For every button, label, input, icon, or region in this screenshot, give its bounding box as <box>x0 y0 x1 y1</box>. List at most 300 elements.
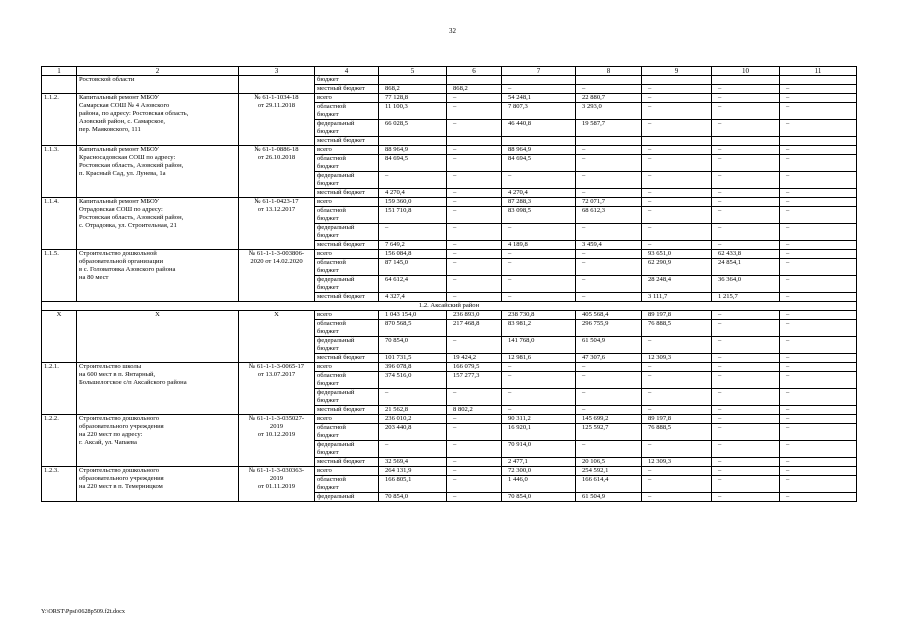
value-cell: – <box>642 493 712 502</box>
value-cell: 61 504,9 <box>576 337 642 354</box>
value-cell: – <box>780 189 857 198</box>
funding-source-line: федеральный <box>317 389 355 397</box>
value-cell: – <box>447 424 502 441</box>
value-cell: – <box>712 441 780 458</box>
document-ref-line: № 61-1-0886-18 <box>254 146 299 154</box>
funding-source <box>315 198 379 207</box>
funding-source-line: бюджет <box>317 328 339 336</box>
file-path-footer: Y:\ORST\Ppsi\0628p509.f2t.docx <box>41 608 125 615</box>
value-cell: – <box>502 363 576 372</box>
value-cell: 70 854,0 <box>502 493 576 502</box>
value-cell: – <box>502 224 576 241</box>
item-number: 1.2.2. <box>42 415 77 467</box>
document-ref <box>239 363 315 415</box>
item-name-line: образовательного учреждения <box>79 423 164 431</box>
item-name-line: Ростовской области <box>79 76 135 84</box>
value-cell: – <box>447 259 502 276</box>
value-cell: 36 364,0 <box>712 276 780 293</box>
value-cell: – <box>780 320 857 337</box>
value-cell: 89 197,8 <box>642 415 712 424</box>
value-cell: – <box>712 198 780 207</box>
value-cell: 47 307,6 <box>576 354 642 363</box>
funding-source-line: местный бюджет <box>317 189 365 197</box>
value-cell: 3 111,7 <box>642 293 712 302</box>
item-name-line: района, по адресу: Ростовская область, <box>79 110 189 118</box>
value-cell: – <box>447 250 502 259</box>
value-cell: 156 084,8 <box>379 250 447 259</box>
value-cell: – <box>712 85 780 94</box>
section-title: 1.2. Аксайский район <box>42 302 857 311</box>
value-cell: 7 649,2 <box>379 241 447 250</box>
value-cell: – <box>780 241 857 250</box>
value-cell: 374 516,0 <box>379 372 447 389</box>
value-cell: – <box>447 224 502 241</box>
value-cell: – <box>712 458 780 467</box>
funding-source-line: бюджет <box>317 432 339 440</box>
value-cell: 157 277,3 <box>447 372 502 389</box>
funding-source-line: федеральный <box>317 493 355 501</box>
funding-source-line: всего <box>317 250 332 258</box>
item-name-line: Ростовская область, Азовский район, <box>79 214 184 222</box>
funding-source <box>315 137 379 146</box>
funding-source-line: бюджет <box>317 163 339 171</box>
funding-source <box>315 85 379 94</box>
value-cell: – <box>712 389 780 406</box>
value-cell: 83 098,5 <box>502 207 576 224</box>
value-cell: – <box>447 198 502 207</box>
item-name-line: Самарская СОШ № 4 Азовского <box>79 102 170 110</box>
funding-source-line: федеральный <box>317 172 355 180</box>
funding-source <box>315 207 379 224</box>
document-ref-line: от 13.07.2017 <box>257 371 296 379</box>
value-cell <box>379 137 447 146</box>
funding-source-line: областной <box>317 424 346 432</box>
value-cell: – <box>712 224 780 241</box>
value-cell: 4 327,4 <box>379 293 447 302</box>
document-ref-line: 2020 от 14.02.2020 <box>250 258 303 266</box>
table-row <box>42 94 857 103</box>
value-cell: 236 010,2 <box>379 415 447 424</box>
value-cell: – <box>576 276 642 293</box>
value-cell: 1 446,0 <box>502 476 576 493</box>
value-cell: – <box>780 224 857 241</box>
value-cell: – <box>447 94 502 103</box>
value-cell: – <box>780 207 857 224</box>
funding-source <box>315 415 379 424</box>
document-ref <box>239 76 315 94</box>
value-cell: – <box>642 337 712 354</box>
value-cell: – <box>576 250 642 259</box>
value-cell: – <box>502 85 576 94</box>
item-name-line: Большелогское с/п Аксайского района <box>79 379 187 387</box>
value-cell: 125 592,7 <box>576 424 642 441</box>
section-row <box>42 302 857 311</box>
value-cell: – <box>780 363 857 372</box>
value-cell: – <box>712 189 780 198</box>
document-ref <box>239 94 315 146</box>
value-cell: – <box>712 146 780 155</box>
item-name-line: с. Отрадовка, ул. Строительная, 21 <box>79 222 177 230</box>
value-cell: 141 768,0 <box>502 337 576 354</box>
value-cell: – <box>379 441 447 458</box>
value-cell: 68 612,3 <box>576 207 642 224</box>
item-name-line: образовательной организации <box>79 258 164 266</box>
column-header: 4 <box>315 67 379 76</box>
value-cell: – <box>447 337 502 354</box>
value-cell: 21 562,8 <box>379 406 447 415</box>
value-cell: – <box>712 207 780 224</box>
column-header: 11 <box>780 67 857 76</box>
value-cell: 76 888,5 <box>642 424 712 441</box>
value-cell: – <box>447 172 502 189</box>
value-cell: – <box>642 172 712 189</box>
value-cell: 54 248,1 <box>502 94 576 103</box>
value-cell: – <box>502 372 576 389</box>
funding-source-line: местный бюджет <box>317 293 365 301</box>
value-cell: 19 587,7 <box>576 120 642 137</box>
document-ref <box>239 467 315 502</box>
funding-source <box>315 458 379 467</box>
value-cell: – <box>780 467 857 476</box>
funding-source-line: бюджет <box>317 232 339 240</box>
value-cell: – <box>712 94 780 103</box>
funding-source-line: бюджет <box>317 284 339 292</box>
value-cell: 16 920,1 <box>502 424 576 441</box>
item-name-line: на 220 мест в п. Темерницком <box>79 483 163 491</box>
funding-source-line: областной <box>317 476 346 484</box>
value-cell: – <box>576 441 642 458</box>
value-cell: – <box>576 85 642 94</box>
value-cell: 151 710,8 <box>379 207 447 224</box>
value-cell: – <box>447 467 502 476</box>
budget-table <box>41 66 857 502</box>
document-ref-line: № 61-1-1034-18 <box>254 94 299 102</box>
item-number: 1.2.3. <box>42 467 77 502</box>
funding-source-line: местный бюджет <box>317 354 365 362</box>
item-name-line: п. Красный Сад, ул. Лунева, 1а <box>79 170 166 178</box>
funding-source-line: областной <box>317 207 346 215</box>
item-name-line: Строительство дошкольного <box>79 467 160 475</box>
funding-source-line: бюджет <box>317 215 339 223</box>
document-ref-line: 2019 <box>269 423 284 431</box>
item-name <box>77 363 239 415</box>
value-cell: – <box>780 476 857 493</box>
value-cell: – <box>576 259 642 276</box>
value-cell: – <box>780 103 857 120</box>
value-cell: – <box>576 189 642 198</box>
value-cell: – <box>780 155 857 172</box>
value-cell: 203 440,8 <box>379 424 447 441</box>
value-cell: 405 568,4 <box>576 311 642 320</box>
document-ref-line: № 61-1-1-3-0065-17 <box>248 363 305 371</box>
funding-source-line: федеральный <box>317 120 355 128</box>
item-name-line: на 220 мест по адресу: <box>79 431 143 439</box>
funding-source-line: местный бюджет <box>317 85 365 93</box>
item-name <box>77 76 239 94</box>
item-number: 1.2.1. <box>42 363 77 415</box>
value-cell: – <box>447 276 502 293</box>
value-cell: – <box>780 250 857 259</box>
value-cell: – <box>712 120 780 137</box>
value-cell: – <box>642 224 712 241</box>
funding-source-line: бюджет <box>317 111 339 119</box>
document-ref <box>239 250 315 302</box>
document-ref <box>239 415 315 467</box>
funding-source <box>315 320 379 337</box>
item-name <box>77 467 239 502</box>
value-cell: – <box>642 441 712 458</box>
value-cell: 4 270,4 <box>379 189 447 198</box>
value-cell: 11 100,3 <box>379 103 447 120</box>
value-cell: 87 145,0 <box>379 259 447 276</box>
value-cell <box>712 137 780 146</box>
value-cell <box>502 76 576 85</box>
value-cell: 870 568,5 <box>379 320 447 337</box>
value-cell: 88 964,9 <box>502 146 576 155</box>
document-ref-line: от 29.11.2018 <box>257 102 296 110</box>
funding-source-line: областной <box>317 103 346 111</box>
document-ref-line: от 13.12.2017 <box>257 206 296 214</box>
value-cell: 24 854,1 <box>712 259 780 276</box>
funding-source-line: областной <box>317 372 346 380</box>
document-ref-line: № 61-1-1-3-030363- <box>248 467 305 475</box>
value-cell: – <box>642 363 712 372</box>
value-cell: – <box>780 493 857 502</box>
item-name-line: Ростовская область, Азовский район, <box>79 162 184 170</box>
item-name-line: Капитальный ремонт МБОУ <box>79 94 160 102</box>
value-cell: – <box>576 389 642 406</box>
value-cell: – <box>576 406 642 415</box>
value-cell: – <box>780 276 857 293</box>
funding-source-line: всего <box>317 311 332 319</box>
value-cell: – <box>447 120 502 137</box>
table-row <box>42 311 857 320</box>
document-ref-line: от 10.12.2019 <box>257 431 296 439</box>
value-cell: 7 807,3 <box>502 103 576 120</box>
document-ref-line: X <box>274 311 279 319</box>
value-cell: – <box>780 354 857 363</box>
funding-source-line: областной <box>317 320 346 328</box>
value-cell: 159 360,0 <box>379 198 447 207</box>
item-name-line: Отрадовская СОШ по адресу: <box>79 206 163 214</box>
value-cell: 76 888,5 <box>642 320 712 337</box>
funding-source-line: местный бюджет <box>317 406 365 414</box>
value-cell: – <box>502 389 576 406</box>
value-cell: 12 309,3 <box>642 458 712 467</box>
value-cell: 12 309,3 <box>642 354 712 363</box>
value-cell: – <box>712 103 780 120</box>
funding-source-line: бюджет <box>317 397 339 405</box>
value-cell: – <box>447 476 502 493</box>
value-cell: 84 694,5 <box>502 155 576 172</box>
value-cell: – <box>780 406 857 415</box>
funding-source <box>315 189 379 198</box>
value-cell: – <box>379 389 447 406</box>
item-name-line: X <box>155 311 160 319</box>
column-header: 10 <box>712 67 780 76</box>
funding-source <box>315 476 379 493</box>
value-cell: 70 914,0 <box>502 441 576 458</box>
funding-source <box>315 363 379 372</box>
funding-source <box>315 406 379 415</box>
funding-source-line: бюджет <box>317 180 339 188</box>
value-cell: 166 079,5 <box>447 363 502 372</box>
table-row <box>42 467 857 476</box>
item-name <box>77 415 239 467</box>
value-cell <box>379 76 447 85</box>
value-cell: – <box>502 172 576 189</box>
column-header: 9 <box>642 67 712 76</box>
value-cell: – <box>642 207 712 224</box>
value-cell: – <box>447 207 502 224</box>
funding-source <box>315 259 379 276</box>
item-name-line: Строительство школы <box>79 363 142 371</box>
value-cell: – <box>447 241 502 250</box>
column-header: 5 <box>379 67 447 76</box>
column-header: 3 <box>239 67 315 76</box>
value-cell: – <box>642 198 712 207</box>
value-cell: 46 440,8 <box>502 120 576 137</box>
funding-source <box>315 311 379 320</box>
value-cell: – <box>502 406 576 415</box>
value-cell: 20 106,5 <box>576 458 642 467</box>
document-ref-line: № 61-1-1-3-003806- <box>248 250 305 258</box>
funding-source-line: бюджет <box>317 380 339 388</box>
value-cell: 868,2 <box>379 85 447 94</box>
value-cell: – <box>712 155 780 172</box>
item-number: 1.1.3. <box>42 146 77 198</box>
value-cell: 84 694,5 <box>379 155 447 172</box>
funding-source-line: федеральный <box>317 224 355 232</box>
funding-source <box>315 372 379 389</box>
value-cell: – <box>642 406 712 415</box>
funding-source <box>315 172 379 189</box>
value-cell: – <box>576 293 642 302</box>
column-header: 6 <box>447 67 502 76</box>
document-ref-line: от 26.10.2018 <box>257 154 296 162</box>
value-cell: – <box>642 241 712 250</box>
value-cell <box>576 76 642 85</box>
value-cell: – <box>576 146 642 155</box>
value-cell: – <box>642 120 712 137</box>
value-cell: – <box>712 476 780 493</box>
value-cell: – <box>780 120 857 137</box>
value-cell: – <box>502 259 576 276</box>
item-name <box>77 146 239 198</box>
document-ref-line: от 01.11.2019 <box>257 483 296 491</box>
value-cell: – <box>576 363 642 372</box>
value-cell: – <box>712 354 780 363</box>
value-cell: 166 805,1 <box>379 476 447 493</box>
value-cell: – <box>576 172 642 189</box>
funding-source-line: федеральный <box>317 441 355 449</box>
value-cell: – <box>780 198 857 207</box>
funding-source-line: областной <box>317 259 346 267</box>
value-cell: – <box>712 372 780 389</box>
item-name-line: Строительство дошкольной <box>79 250 157 258</box>
value-cell: 70 854,0 <box>379 493 447 502</box>
funding-source-line: бюджет <box>317 449 339 457</box>
funding-source <box>315 293 379 302</box>
column-header: 7 <box>502 67 576 76</box>
value-cell: 70 854,0 <box>379 337 447 354</box>
funding-source-line: всего <box>317 363 332 371</box>
value-cell: – <box>780 415 857 424</box>
value-cell: 64 612,4 <box>379 276 447 293</box>
value-cell: 254 592,1 <box>576 467 642 476</box>
item-name <box>77 311 239 363</box>
header-row <box>42 67 857 76</box>
value-cell: – <box>447 103 502 120</box>
funding-source <box>315 441 379 458</box>
value-cell: – <box>379 224 447 241</box>
value-cell: – <box>780 441 857 458</box>
value-cell: – <box>712 241 780 250</box>
item-name-line: Капитальный ремонт МБОУ <box>79 146 160 154</box>
value-cell: 2 477,1 <box>502 458 576 467</box>
value-cell: 19 424,2 <box>447 354 502 363</box>
value-cell: – <box>642 146 712 155</box>
value-cell: – <box>447 389 502 406</box>
item-name-line: Капитальный ремонт МБОУ <box>79 198 160 206</box>
item-name <box>77 198 239 250</box>
document-ref-line: 2019 <box>269 475 284 483</box>
value-cell: – <box>712 363 780 372</box>
value-cell: 87 288,3 <box>502 198 576 207</box>
value-cell <box>642 137 712 146</box>
funding-source-line: бюджет <box>317 128 339 136</box>
value-cell: 217 468,8 <box>447 320 502 337</box>
item-name-line: пер. Маяковского, 111 <box>79 126 141 134</box>
value-cell: 4 189,8 <box>502 241 576 250</box>
table-row <box>42 250 857 259</box>
funding-source-line: всего <box>317 146 332 154</box>
funding-source-line: всего <box>317 94 332 102</box>
value-cell: 3 459,4 <box>576 241 642 250</box>
value-cell: – <box>642 103 712 120</box>
value-cell: 868,2 <box>447 85 502 94</box>
value-cell: – <box>712 320 780 337</box>
value-cell: – <box>447 155 502 172</box>
value-cell: – <box>642 389 712 406</box>
value-cell: – <box>780 146 857 155</box>
document-ref <box>239 146 315 198</box>
value-cell <box>780 76 857 85</box>
value-cell: – <box>447 189 502 198</box>
funding-source <box>315 424 379 441</box>
funding-source-line: всего <box>317 415 332 423</box>
funding-source-line: бюджет <box>317 267 339 275</box>
value-cell: 89 197,8 <box>642 311 712 320</box>
item-number: X <box>42 311 77 363</box>
value-cell: 236 893,0 <box>447 311 502 320</box>
value-cell: – <box>447 146 502 155</box>
value-cell: – <box>712 415 780 424</box>
value-cell: – <box>379 172 447 189</box>
funding-source <box>315 276 379 293</box>
funding-source-line: федеральный <box>317 276 355 284</box>
value-cell: – <box>576 224 642 241</box>
value-cell <box>780 137 857 146</box>
value-cell: – <box>712 172 780 189</box>
value-cell: 62 290,9 <box>642 259 712 276</box>
value-cell <box>447 137 502 146</box>
table-row <box>42 76 857 85</box>
item-name <box>77 250 239 302</box>
value-cell: – <box>780 458 857 467</box>
value-cell: 72 300,0 <box>502 467 576 476</box>
column-header: 8 <box>576 67 642 76</box>
